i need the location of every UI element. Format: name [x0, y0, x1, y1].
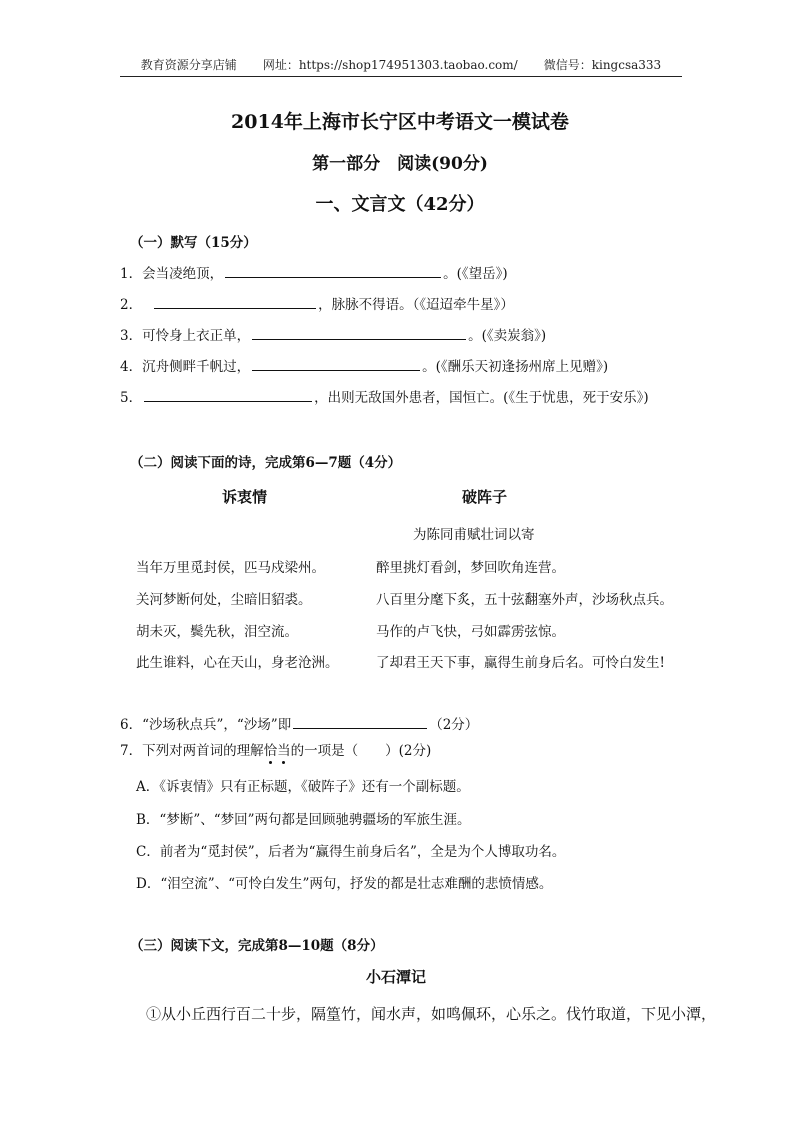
question-2-blank[interactable]	[154, 294, 316, 309]
question-1-suffix: 。(《望岳》)	[443, 266, 508, 282]
header-wechat: 微信号：kingcsa333	[543, 58, 662, 72]
poem-1-line: 此生谁料，心在天山，身老沧洲。	[136, 655, 339, 671]
option-c[interactable]: C．前者为“觅封侯”，后者为“赢得生前身后名”，全是为个人博取功名。	[136, 844, 566, 860]
subsection-title-2: （二）阅读下面的诗，完成第6—7题（4分）	[130, 455, 402, 471]
question-1-blank[interactable]	[225, 263, 441, 278]
question-4	[120, 355, 608, 375]
question-5-blank[interactable]	[144, 387, 312, 402]
header-url: 网址：https://shop174951303.taobao.com/	[262, 58, 518, 72]
question-5	[120, 386, 649, 406]
section-title: 一、文言文（42分）	[315, 194, 485, 215]
poem-2-line: 八百里分麾下炙，五十弦翻塞外声，沙场秋点兵。	[376, 592, 673, 608]
question-1-prefix: 1．会当凌绝顶，	[120, 266, 224, 282]
question-7-prefix: 7．下列对两首词的理解	[120, 743, 264, 759]
question-7	[120, 739, 431, 759]
option-a[interactable]: A．《诉衷情》只有正标题，《破阵子》还有一个副标题。	[136, 779, 470, 795]
question-2-prefix: 2．	[120, 297, 143, 313]
question-2-suffix: ，脉脉不得语。（《迢迢牵牛星》）	[318, 297, 514, 313]
poem-1-title: 诉衷情	[222, 488, 268, 506]
poem-1-line: 胡未灭，鬓先秋，泪空流。	[136, 624, 298, 640]
question-3-suffix: 。(《卖炭翁》)	[468, 328, 547, 344]
question-3-prefix: 3．可怜身上衣正单，	[120, 328, 251, 344]
document-title: 2014年上海市长宁区中考语文一模试卷	[231, 111, 569, 133]
emphasis-char: 恰	[264, 739, 278, 759]
question-4-suffix: 。(《酬乐天初逢扬州席上见赠》)	[422, 359, 609, 375]
subsection-title-3: （三）阅读下文，完成第8—10题（8分）	[130, 938, 384, 954]
poem-1-line: 关河梦断何处，尘暗旧貂裘。	[136, 592, 312, 608]
question-7-suffix: 的一项是（ ）(2分)	[290, 743, 432, 759]
poem-2-line: 了却君王天下事，赢得生前身后名。可怜白发生!	[376, 655, 665, 671]
poem-2-line: 醉里挑灯看剑，梦回吹角连营。	[376, 560, 565, 576]
option-d[interactable]: D．“泪空流”、“可怜白发生”两句，抒发的都是壮志难酬的悲愤情感。	[136, 876, 553, 892]
poem-2-subtitle: 为陈同甫赋壮词以寄	[413, 527, 535, 543]
question-6-prefix: 6．“沙场秋点兵”，“沙场”即	[120, 717, 292, 733]
poem-2-line: 马作的卢飞快，弓如霹雳弦惊。	[376, 624, 565, 640]
article-title: 小石潭记	[366, 968, 427, 986]
subsection-title-1: （一）默写（15分）	[130, 235, 257, 251]
poem-1-line: 当年万里觅封侯，匹马戍梁州。	[136, 560, 325, 576]
part-title: 第一部分 阅读(90分)	[312, 154, 488, 174]
question-3	[120, 324, 546, 344]
question-6-blank[interactable]	[293, 714, 427, 729]
emphasis-char: 当	[277, 739, 291, 759]
question-3-blank[interactable]	[252, 325, 466, 340]
article-paragraph: ①从小丘西行百二十步，隔篁竹，闻水声，如鸣佩环，心乐之。伐竹取道，下见小潭，	[146, 1005, 717, 1023]
question-5-suffix: ，出则无敌国外患者，国恒亡。(《生于忧患，死于安乐》)	[314, 390, 649, 406]
header-shop: 教育资源分享店铺	[140, 58, 237, 72]
poem-2-title: 破阵子	[462, 488, 508, 506]
question-4-prefix: 4．沉舟侧畔千帆过，	[120, 359, 251, 375]
question-1	[120, 262, 508, 282]
question-6	[120, 713, 478, 733]
page-header	[120, 56, 682, 77]
question-2	[120, 293, 514, 313]
question-5-prefix: 5．	[120, 390, 143, 406]
option-b[interactable]: B．“梦断”、“梦回”两句都是回顾驰骋疆场的军旅生涯。	[136, 812, 471, 828]
question-6-suffix: （2分）	[429, 717, 479, 733]
question-4-blank[interactable]	[252, 356, 420, 371]
